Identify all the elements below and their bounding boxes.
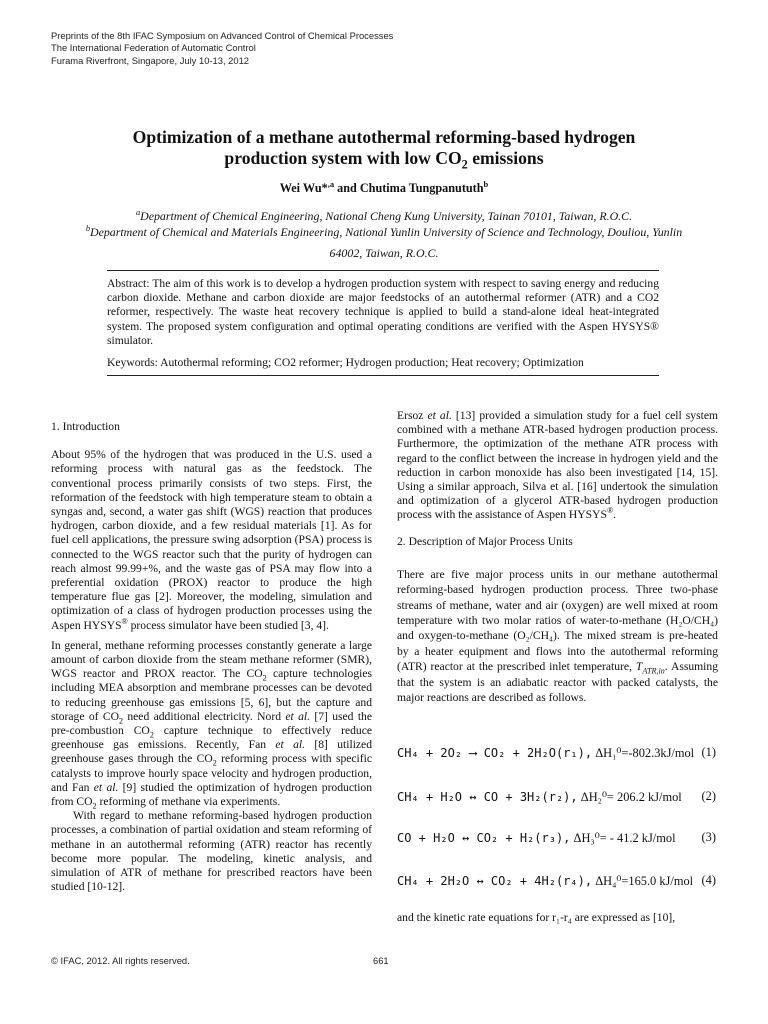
intro-paragraph-1: About 95% of the hydrogen that was produced in the U.S. used a reforming process with natural gas as the feedstock. The conventional process primarily consists of two steps. First, the reformation of the feedstock with high temperature steam to obtain a syngas and, second, a water gas shift (WGS) reaction that produces hydrogen, carbon dioxide, and a few residual materials [1]. As for fuel cell applications, the pressure swing adsorption (PSA) process is connected to the WGS reactor such that the purity of hydrogen can reach almost 99.99+%, and the waste gas of PSA may flow into a preferential oxidation (PROX) reactor to produce the high temperature flue gas [2]. Moreover, the modeling, simulation and optimization of a class of hydrogen production processes using the Aspen HYSYS® process simulator have been studied [3, 4]. [51,448,372,632]
header-line-3: Furama Riverfront, Singapore, July 10-13, 2012 [51,54,250,66]
author-1: Wei Wu* [279,181,328,195]
abstract-text: Abstract: The aim of this work is to develop a hydrogen production system with respect to saving energy and reducing carbon dioxide. Methane and carbon dioxide are major feedstocks of an autothermal reformer (ATR) and a CO2 reformer, respectively. The waste heat recovery technique is applied to build a stand-alone ideal heat-integrated system. The proposed system configuration and optimal operating conditions are verified with the Aspen HYSYS® simulator. [107,277,659,347]
equation-4: CH₄ + 2H₂O ↔ CO₂ + 4H₂(r₄), ΔH₄⁰=165.0 kJ/mol (4) [397,873,716,888]
footer-page-number: 661 [373,955,389,966]
paper-title [60,127,708,172]
conference-header [51,30,393,67]
equation-2: CH₄ + H₂O ↔ CO + 3H₂(r₂), ΔH₂⁰= 206.2 kJ/mol (2) [397,789,716,804]
title-line-1: Optimization of a methane autothermal reforming-based hydrogen [132,127,636,147]
intro-paragraph-3: With regard to methane reforming-based hydrogen production processes, a combination of partial oxidation and steam reforming of methane in an autothermal reforming (ATR) reactor has recently become more popular. The modeling, kinetic analysis, and simulation of ATR of methane for prescribed reactors have been studied [10-12]. [51,809,372,894]
affiliation-a: $^a$Department of Chemical Engineering, National Cheng Kung University, Tainan 70101, Taiwan, R.O.C. [135,208,633,223]
header-line-2: The International Federation of Automatic Control [51,42,256,54]
affiliations [50,208,718,262]
right-paragraph-3: and the kinetic rate equations for r₁-r₄ are expressed as [10], [397,911,676,924]
equation-1: CH₄ + 2O₂ ⟶ CO₂ + 2H₂O(r₁), ΔH₁⁰=-802.3kJ/mol (1) [397,745,716,760]
right-paragraph-1: Ersoz et al. [13] provided a simulation study for a fuel cell system combined with a methane ATR-based hydrogen production process. Furthermore, the optimization of the methane ATR process with regard to the conflict between the increase in hydrogen yield and the reduction in carbon monoxide has also been investigated [14, 15]. Using a similar approach, Silva et al. [16] undertook the simulation and optimization of a glycerol ATR-based hydrogen production process with the assistance of Aspen HYSYS®. [397,409,719,522]
right-column [397,409,718,705]
affiliation-b: $^b$Department of Chemical and Materials Engineering, National Yunlin University of Science and Technology, Douliou, Yunlin [85,224,683,240]
affiliation-b-line-2: 64002, Taiwan, R.O.C. [329,246,439,261]
equation-3: CO + H₂O ↔ CO₂ + H₂(r₃), ΔH₃⁰= - 41.2 kJ/mol (3) [397,830,716,845]
section-heading-introduction: 1. Introduction [51,420,120,433]
intro-paragraph-2: In general, methane reforming processes constantly generate a large amount of carbon dioxide from the steam methane reformer (SMR), WGS reactor and PROX reactor. The $CO_2$ capture technologies including MEA absorption and membrane processes can be devoted to reducing greenhouse gas emissions [5, 6], but the capture and storage of $CO_2$ need additional electricity. Nord et al. [7] used the pre-combustion $CO_2$ capture technique to effectively reduce greenhouse gas emissions. Recently, Fan et al. [8] utilized greenhouse gases through the $CO_2$ reforming process with specific catalysts to improve hourly space velocity and hydrogen production, and Fan et al. [9] studied the optimization of hydrogen production from $CO_2$ reforming of methane via experiments. [51,638,373,811]
author-list: Wei Wu*$^{,a}$ and Chutima Tungpanututh$^b$ [279,178,489,195]
section-heading-process-units: 2. Description of Major Process Units [397,534,573,548]
right-paragraph-2: There are five major process units in our methane autothermal reforming-based hydrogen production process. Three two-phase streams of methane, water and air (oxygen) are well mixed at room temperature with two molar ratios of water-to-methane (H₂O/CH₄) and oxygen-to-methane (O₂/CH₄). The mixed stream is pre-heated by a heater equipment and flows into the autothermal reforming (ATR) reactor at the prescribed inlet temperature, $T_{ATR,in}$. Assuming that the system is an adiabatic reactor with packed catalysts, the major reactions are described as follows. [397,567,718,705]
keywords: Keywords: Autothermal reforming; CO2 reformer; Hydrogen production; Heat recovery; Optimization [107,356,584,370]
abstract-box [107,270,659,376]
author-2: and Chutima Tungpanututh [334,181,484,195]
title-line-2: production system with low $CO_2$ emissions [224,148,544,172]
left-column [51,420,372,895]
footer-copyright: © IFAC, 2012. All rights reserved. [51,955,190,966]
header-line-1: Preprints of the 8th IFAC Symposium on Advanced Control of Chemical Processes [51,30,394,41]
